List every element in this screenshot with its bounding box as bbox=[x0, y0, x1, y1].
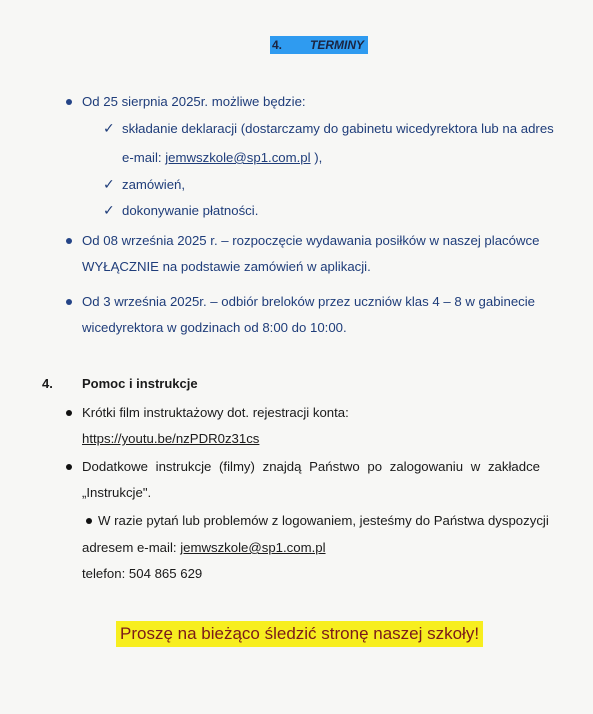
section-title: Pomoc i instrukcje bbox=[82, 376, 198, 391]
email-link[interactable]: jemwszkole@sp1.com.pl bbox=[180, 540, 326, 555]
check-item-email-line bbox=[122, 150, 322, 166]
section-number: 4. bbox=[272, 38, 283, 52]
email-line bbox=[82, 540, 326, 556]
section-header-terminy bbox=[270, 36, 368, 54]
checkmark-icon: ✓ bbox=[103, 176, 115, 192]
email-prefix: e-mail: bbox=[122, 150, 166, 165]
bullet-text: „Instrukcje". bbox=[82, 485, 152, 500]
checkmark-icon: ✓ bbox=[103, 202, 115, 218]
email-suffix: ), bbox=[310, 150, 323, 165]
bullet-text: Od 25 sierpnia 2025r. możliwe będzie: bbox=[82, 94, 306, 109]
bullet-dot bbox=[66, 464, 72, 470]
check-item-text: zamówień, bbox=[122, 177, 186, 192]
section-number: 4. bbox=[42, 376, 53, 391]
closing-notice: Proszę na bieżąco śledzić stronę naszej szkoły! bbox=[116, 621, 483, 647]
checkmark-icon: ✓ bbox=[103, 120, 115, 136]
bullet-dot bbox=[86, 518, 92, 524]
bullet-dot bbox=[66, 238, 72, 244]
phone-text: telefon: 504 865 629 bbox=[82, 566, 203, 581]
bullet-text: Krótki film instruktażowy dot. rejestracji konta: bbox=[82, 405, 349, 420]
bullet-dot bbox=[66, 410, 72, 416]
bullet-dot bbox=[66, 299, 72, 305]
bullet-text: Od 3 września 2025r. – odbiór breloków przez uczniów klas 4 – 8 w gabinecie bbox=[82, 294, 536, 309]
section-title: TERMINY bbox=[310, 38, 364, 52]
bullet-text: W razie pytań lub problemów z logowaniem, jesteśmy do Państwa dyspozycji bbox=[98, 513, 549, 528]
email-prefix: adresem e-mail: bbox=[82, 540, 181, 555]
bullet-text: WYŁĄCZNIE na podstawie zamówień w aplikacji. bbox=[82, 259, 371, 274]
email-link[interactable]: jemwszkole@sp1.com.pl bbox=[165, 150, 311, 165]
video-link[interactable]: https://youtu.be/nzPDR0z31cs bbox=[82, 431, 260, 446]
bullet-text: Od 08 września 2025 r. – rozpoczęcie wydawania posiłków w naszej placówce bbox=[82, 233, 540, 248]
bullet-dot bbox=[66, 99, 72, 105]
bullet-text: wicedyrektora w godzinach od 8:00 do 10:00. bbox=[82, 320, 347, 335]
check-item-text: dokonywanie płatności. bbox=[122, 203, 259, 218]
check-item-text: składanie deklaracji (dostarczamy do gabinetu wicedyrektora lub na adres bbox=[122, 121, 554, 136]
bullet-text: Dodatkowe instrukcje (filmy) znajdą Państwo po zalogowaniu w zakładce bbox=[82, 459, 540, 474]
